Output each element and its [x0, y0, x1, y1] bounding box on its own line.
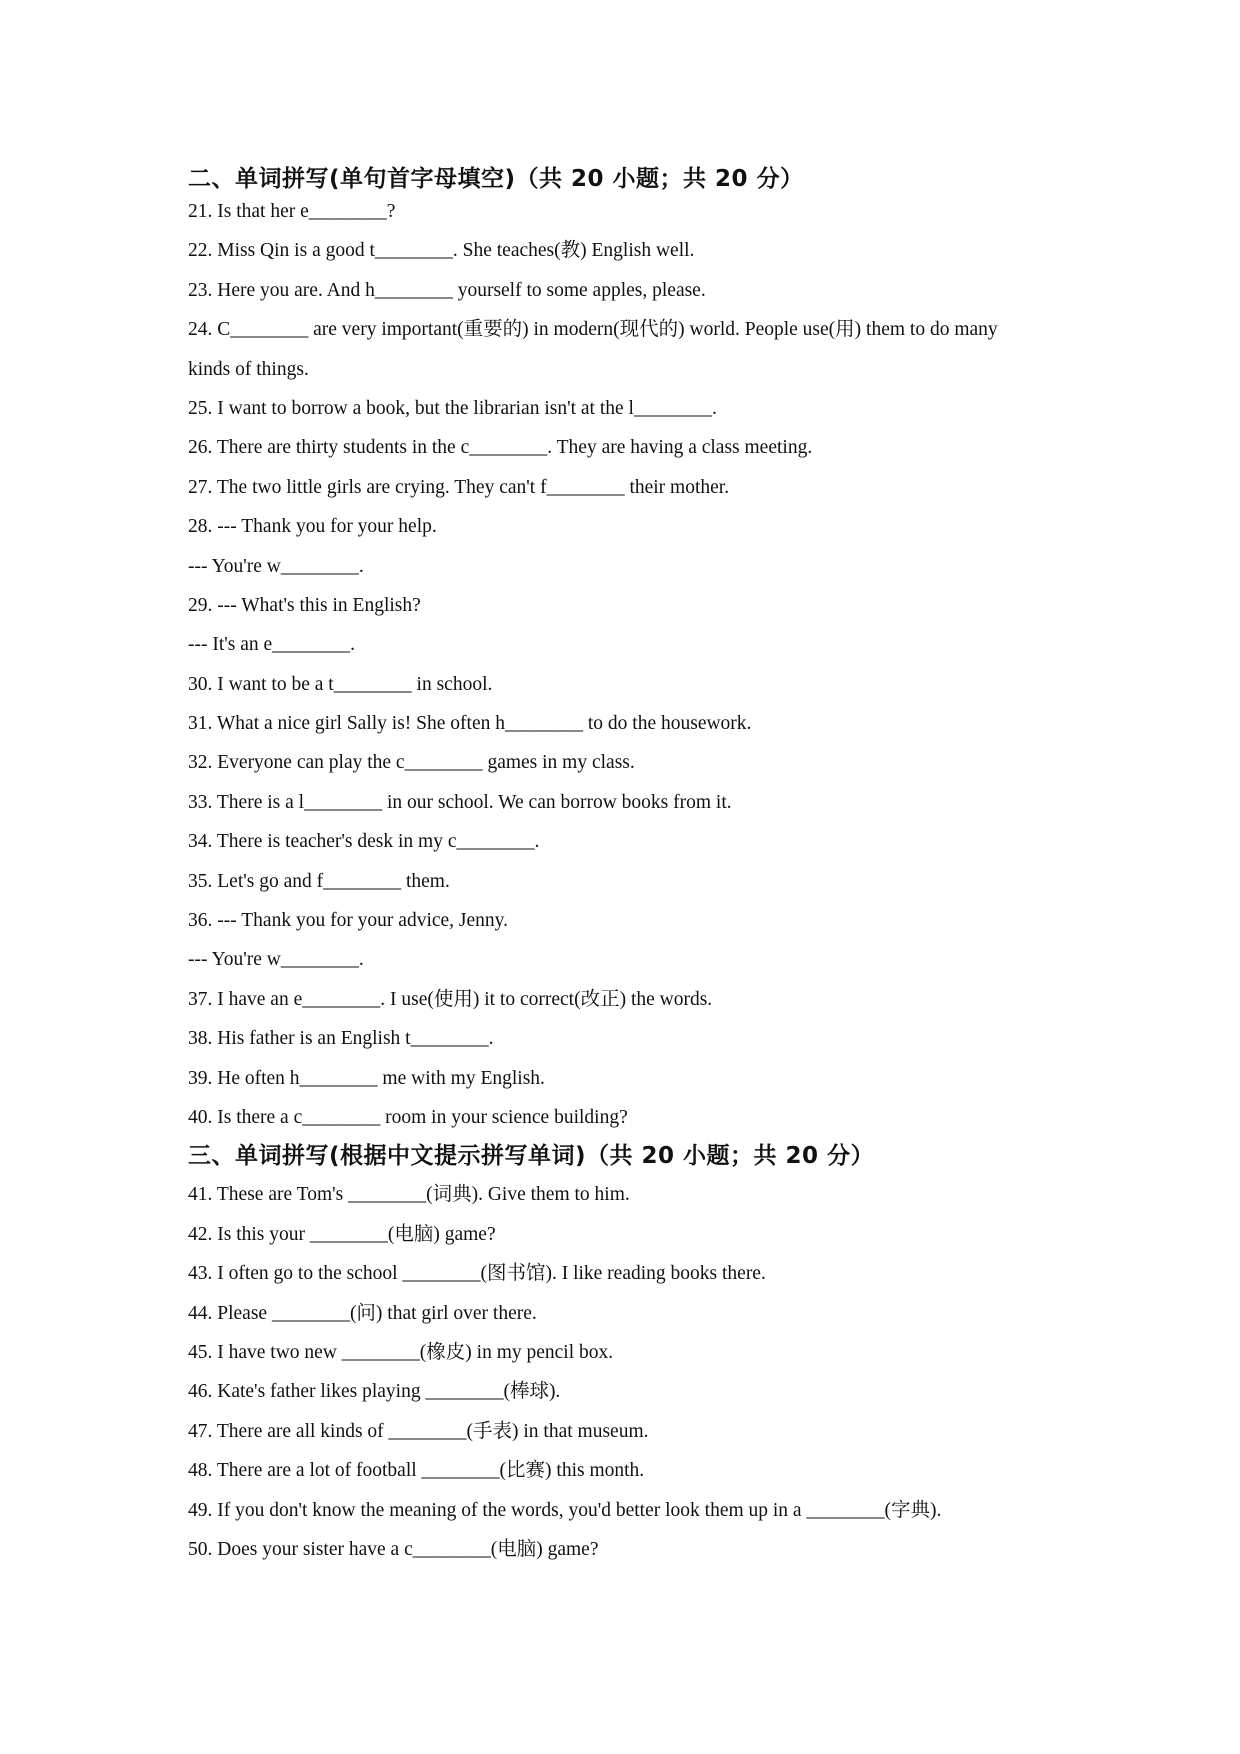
question-29: 29. --- What's this in English? — [188, 594, 421, 616]
question-35: 35. Let's go and f________ them. — [188, 870, 450, 892]
question-44: 44. Please ________(问) that girl over there. — [188, 1302, 537, 1324]
question-21: 21. Is that her e________? — [188, 201, 396, 222]
question-22: 22. Miss Qin is a good t________. She teaches(教) English well. — [188, 240, 695, 262]
question-29-reply: --- It's an e________. — [188, 634, 356, 656]
question-26: 26. There are thirty students in the c________. They are having a class meeting. — [188, 437, 813, 459]
question-41: 41. These are Tom's ________(词典). Give them to him. — [188, 1184, 630, 1206]
question-23: 23. Here you are. And h________ yourself to some apples, please. — [188, 279, 706, 301]
question-30: 30. I want to be a t________ in school. — [188, 673, 493, 695]
question-31: 31. What a nice girl Sally is! She often h________ to do the housework. — [188, 713, 752, 735]
question-36-reply: --- You're w________. — [188, 949, 364, 971]
worksheet-page — [188, 160, 1088, 1569]
question-27: 27. The two little girls are crying. They can't f________ their mother. — [188, 476, 730, 498]
question-25: 25. I want to borrow a book, but the librarian isn't at the l________. — [188, 397, 717, 419]
question-24: 24. C________ are very important(重要的) in modern(现代的) world. People use(用) them to do many — [188, 319, 998, 341]
section-2-heading: 二、单词拼写(单句首字母填空)（共 20 小题；共 20 分） — [188, 166, 804, 192]
question-45: 45. I have two new ________(橡皮) in my pencil box. — [188, 1341, 614, 1363]
question-34: 34. There is teacher's desk in my c________. — [188, 831, 540, 853]
section-3-heading: 三、单词拼写(根据中文提示拼写单词)（共 20 小题；共 20 分） — [188, 1143, 875, 1170]
question-36: 36. --- Thank you for your advice, Jenny. — [188, 910, 509, 932]
question-28-reply: --- You're w________. — [188, 555, 364, 577]
question-49: 49. If you don't know the meaning of the words, you'd better look them up in a ________(字典). — [188, 1499, 942, 1521]
question-32: 32. Everyone can play the c________ games in my class. — [188, 752, 635, 774]
section-3-list — [188, 1175, 1088, 1569]
question-40: 40. Is there a c________ room in your science building? — [188, 1106, 628, 1128]
section-2-list — [188, 192, 1088, 1137]
question-47: 47. There are all kinds of ________(手表) in that museum. — [188, 1420, 649, 1442]
question-46: 46. Kate's father likes playing ________(棒球). — [188, 1381, 561, 1403]
question-42: 42. Is this your ________(电脑) game? — [188, 1223, 496, 1245]
question-38: 38. His father is an English t________. — [188, 1028, 494, 1050]
question-39: 39. He often h________ me with my English. — [188, 1067, 545, 1089]
question-33: 33. There is a l________ in our school. We can borrow books from it. — [188, 791, 732, 813]
question-48: 48. There are a lot of football ________(比赛) this month. — [188, 1460, 645, 1482]
question-50: 50. Does your sister have a c________(电脑) game? — [188, 1538, 599, 1560]
question-28: 28. --- Thank you for your help. — [188, 516, 437, 538]
question-37: 37. I have an e________. I use(使用) it to correct(改正) the words. — [188, 988, 713, 1010]
question-24-continued: kinds of things. — [188, 358, 309, 380]
question-43: 43. I often go to the school ________(图书馆). I like reading books there. — [188, 1263, 766, 1285]
